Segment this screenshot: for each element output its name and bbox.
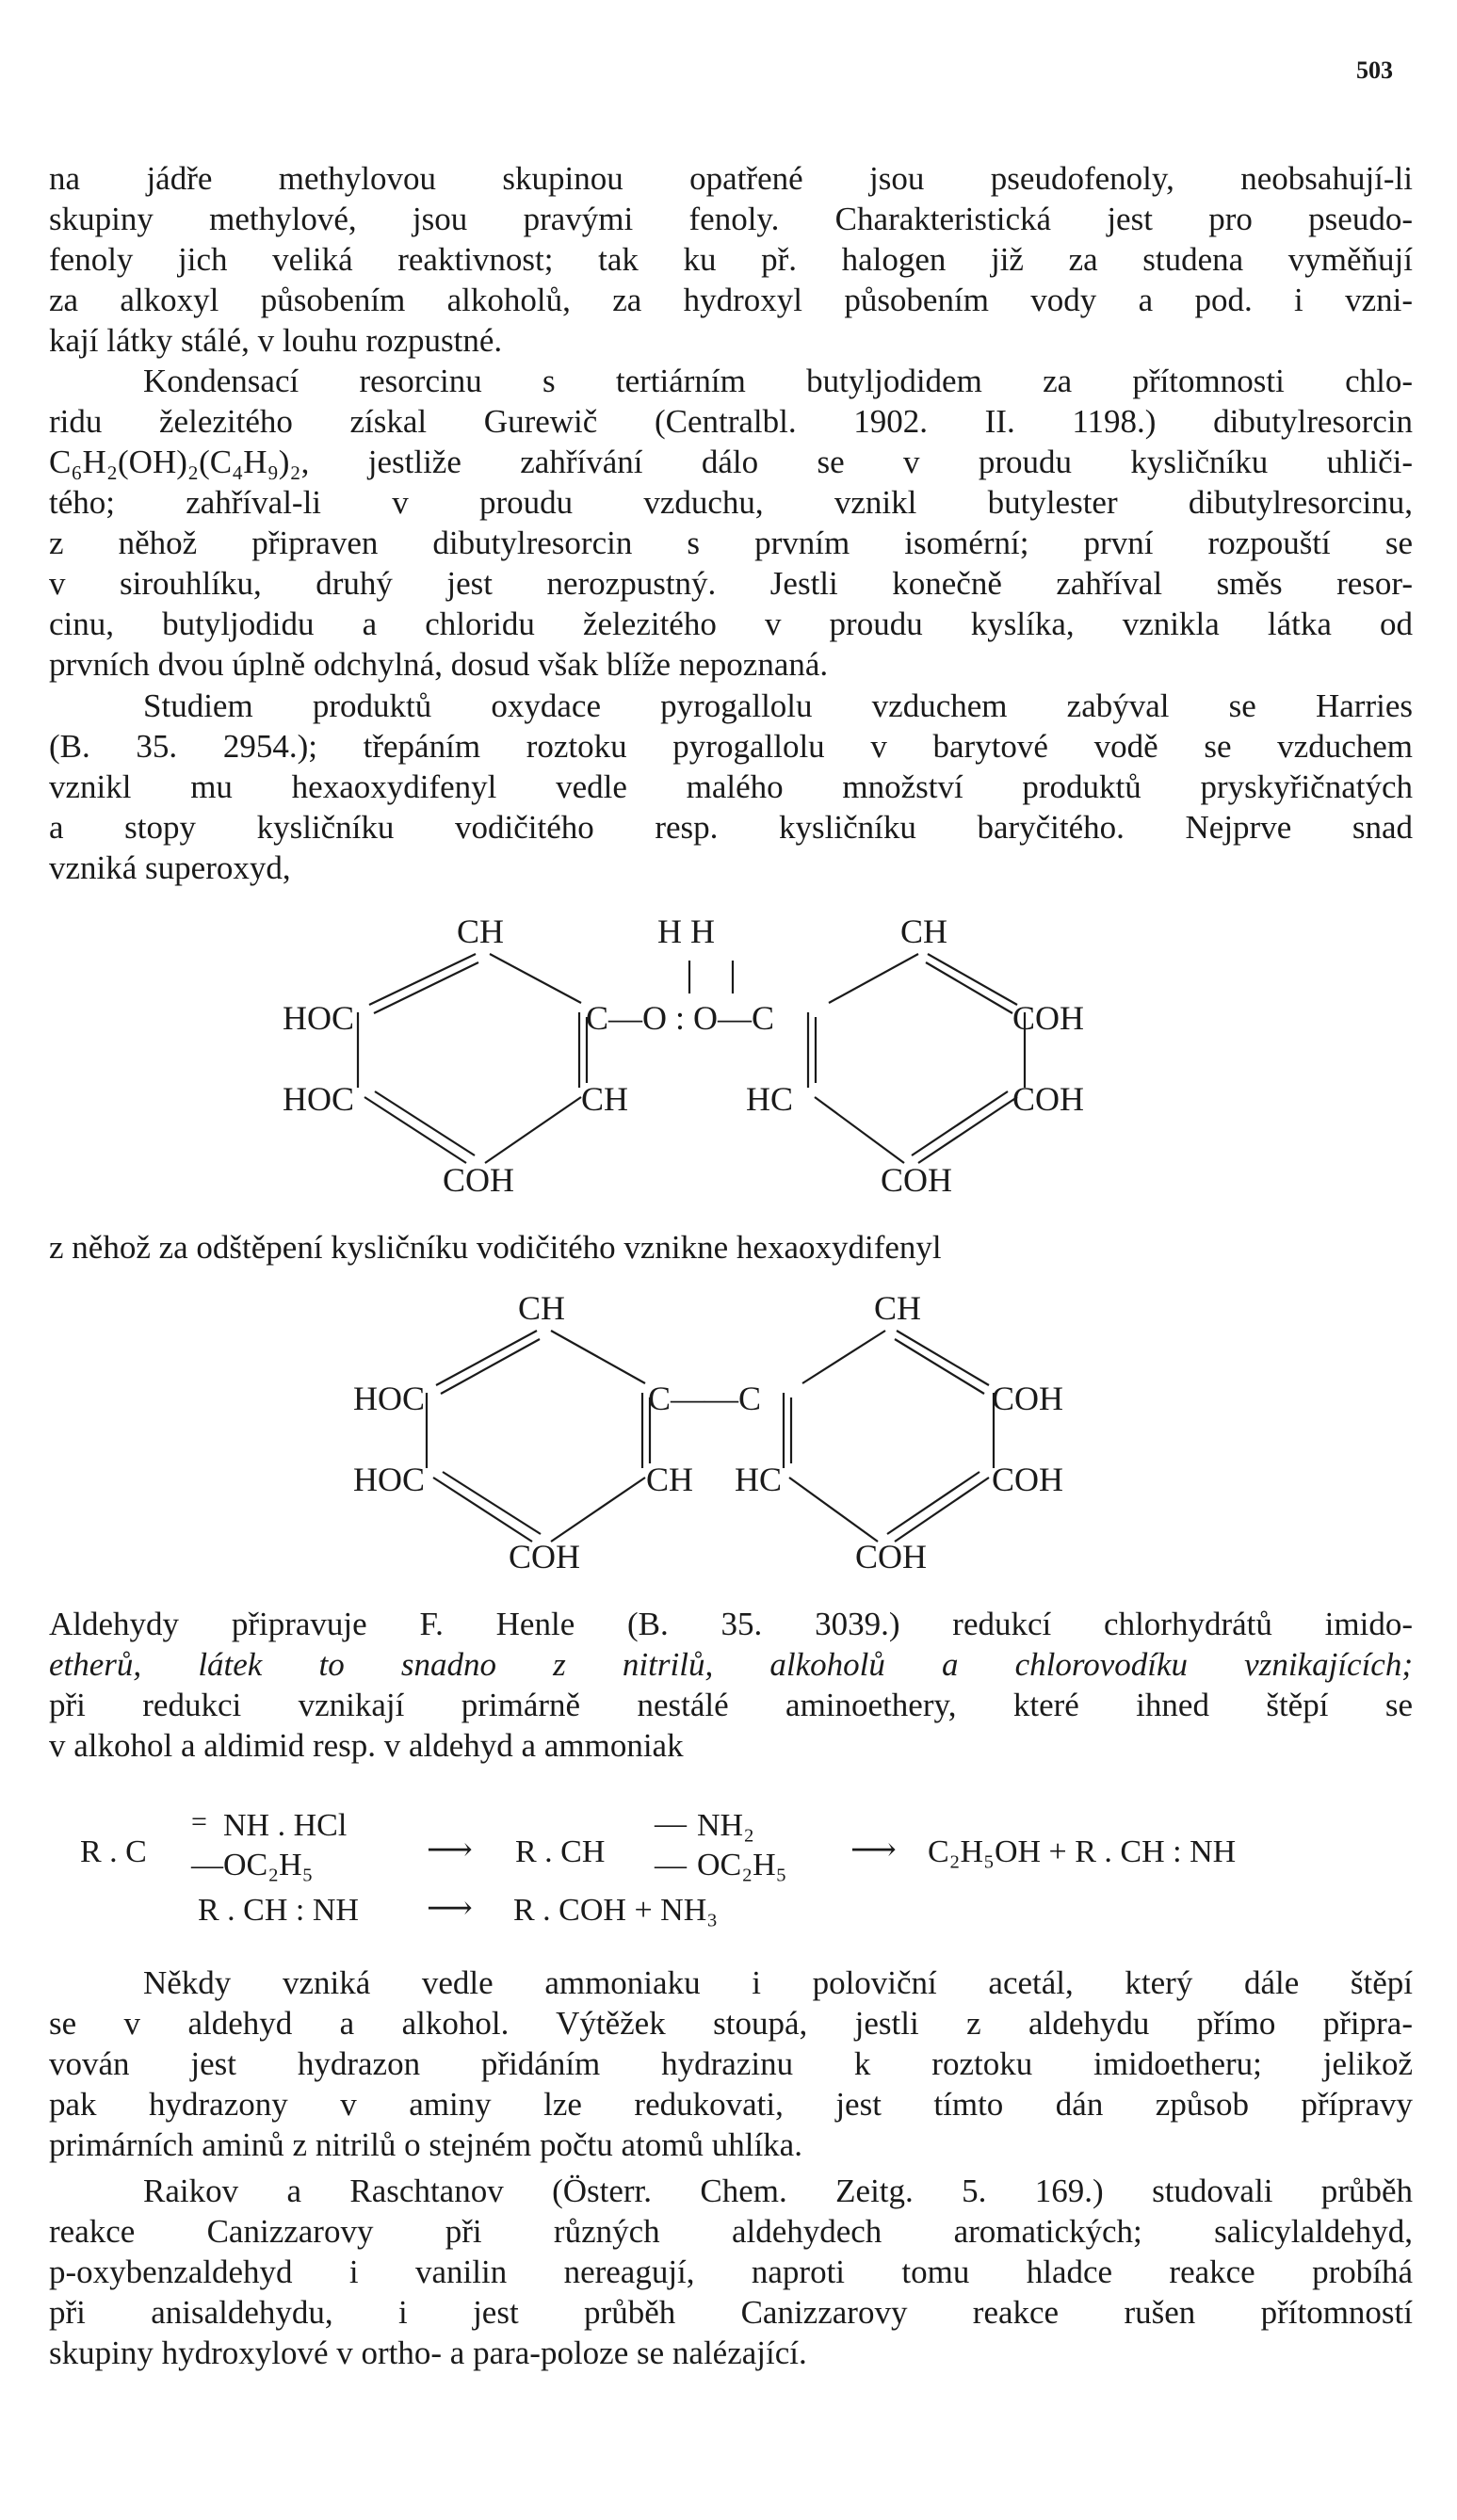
ch-label: CH <box>581 1080 629 1118</box>
ch-label: CH <box>518 1289 566 1327</box>
equation-term: R . C <box>80 1834 147 1869</box>
equation-term: R . CH <box>515 1834 606 1869</box>
reaction-arrow: ⟶ <box>427 1833 473 1867</box>
coh-label: COH <box>1012 1080 1085 1118</box>
text-line: a stopy kysličníku vodičitého resp. kysličníku baryčitého. Nejprve snad <box>49 809 1413 846</box>
paragraph-resorcinol <box>49 361 1413 685</box>
bridge-label: C—O : O—C <box>586 999 775 1037</box>
text-line: Kondensací resorcinu s tertiárním butyljodidem za přítomnosti chlo- <box>143 363 1413 399</box>
equation-double-bond: = <box>191 1806 207 1837</box>
hh-label: H H <box>657 913 715 950</box>
text-line: fenoly jich veliká reaktivnost; tak ku př. halogen již za studena vyměňují <box>49 241 1413 278</box>
text-line: cinu, butyljodidu a chloridu železitého v proudu kyslíka, vznikla látka od <box>49 606 1413 642</box>
text-line: při anisaldehydu, i jest průběh Canizzarovy reakce rušen přítomností <box>49 2294 1413 2331</box>
text-line: z něhož připraven dibutylresorcin s prvním isomérní; první rozpouští se <box>49 525 1413 561</box>
text-line: reakce Canizzarovy při různých aldehydech aromatických; salicylaldehyd, <box>49 2213 1413 2250</box>
equation-term: C₂H₅OH + R . CH : NH <box>928 1834 1237 1869</box>
text-line: Studiem produktů oxydace pyrogallolu vzduchem zabýval se Harries <box>143 687 1413 724</box>
equation-term: R . COH + NH₃ <box>513 1893 719 1928</box>
equation-term: OC₂H₅ <box>697 1848 787 1882</box>
text-line: skupiny hydroxylové v ortho- a para-poloze se nalézající. <box>49 2334 807 2371</box>
coh-label: COH <box>855 1538 928 1575</box>
hoc-label: HOC <box>353 1461 426 1498</box>
hoc-label: HOC <box>353 1380 426 1417</box>
text-line: skupiny methylové, jsou pravými fenoly. Charakteristická jest pro pseudo- <box>49 201 1413 237</box>
equation-term: OC₂H₅ <box>223 1848 314 1882</box>
hc-label: HC <box>746 1080 794 1118</box>
equation-single-bond: — <box>191 1848 223 1882</box>
hc-label: HC <box>735 1461 783 1498</box>
text-line: z něhož za odštěpení kysličníku vodičitého vznikne hexaoxydifenyl <box>49 1229 942 1266</box>
text-line: p-oxybenzaldehyd i vanilin nereagují, naproti tomu hladce reakce probíhá <box>49 2253 1413 2290</box>
coh-label: COH <box>881 1161 953 1199</box>
text-line: ridu železitého získal Gurewič (Centralbl. 1902. II. 1198.) dibutylresorcin <box>49 403 1413 440</box>
text-line: vznikl mu hexaoxydifenyl vedle malého množství produktů pryskyřičnatých <box>49 768 1413 805</box>
text-line: primárních aminů z nitrilů o stejném počtu atomů uhlíka. <box>49 2126 802 2163</box>
text-line: C₆H₂(OH)₂(C₄H₉)₂, jestliže zahřívání dálo se v proudu kysličníku uhliči- <box>49 444 1413 480</box>
text-line: prvních dvou úplně odchylná, dosud však blíže nepoznaná. <box>49 646 829 683</box>
text-line: za alkoxyl působením alkoholů, za hydroxyl působením vody a pod. i vzni- <box>49 282 1413 318</box>
hoc-label: HOC <box>283 1080 355 1118</box>
text-line: Někdy vzniká vedle ammoniaku i poloviční acetál, který dále štěpí <box>143 1964 1413 2001</box>
equation-term: R . CH : NH <box>198 1893 359 1928</box>
paragraph-acetal <box>49 1963 1413 2165</box>
coh-label: COH <box>509 1538 581 1575</box>
hoc-label: HOC <box>283 999 355 1037</box>
text-line: se v aldehyd a alkohol. Výtěžek stoupá, jestli z aldehydu přímo připra- <box>49 2005 1413 2042</box>
paragraph-canizzaro <box>49 2171 1413 2373</box>
superoxide-structure <box>264 909 1168 1210</box>
text-line: při redukci vznikají primárně nestálé aminoethery, které ihned štěpí se <box>49 1687 1413 1723</box>
text-line: vzniká superoxyd, <box>49 849 291 886</box>
paragraph-aldehydes <box>49 1604 1413 1766</box>
coh-label: COH <box>992 1380 1064 1417</box>
equation-term: NH₂ <box>697 1808 754 1843</box>
reaction-arrow: ⟶ <box>850 1833 897 1867</box>
ch-label: CH <box>457 913 505 950</box>
text-line: (B. 35. 2954.); třepáním roztoku pyrogallolu v barytové vodě se vzduchem <box>49 728 1413 765</box>
text-line: v alkohol a aldimid resp. v aldehyd a ammoniak <box>49 1727 684 1764</box>
equation-single-bond: — <box>655 1848 687 1882</box>
hexaoxydiphenyl-structure <box>339 1285 1149 1577</box>
ch-label: CH <box>900 913 948 950</box>
text-line: pak hydrazony v aminy lze redukovati, jest tímto dán způsob přípravy <box>49 2086 1413 2123</box>
ch-label: CH <box>874 1289 922 1327</box>
text-line: kají látky stálé, v louhu rozpustné. <box>49 322 503 359</box>
paragraph-hexaoxydiphenyl <box>49 1227 1413 1268</box>
text-line: na jádře methylovou skupinou opatřené jsou pseudofenoly, neobsahují-li <box>49 160 1413 197</box>
text-line: Raikov a Raschtanov (Österr. Chem. Zeitg. 5. 169.) studovali průběh <box>143 2173 1413 2209</box>
bridge-label: C——C <box>648 1380 762 1417</box>
paragraph-pseudophenols <box>49 158 1413 361</box>
text-line: etherů, látek to snadno z nitrilů, alkoholů a chlorovodíku vznikajících; <box>49 1646 1413 1683</box>
page-number: 503 <box>1356 57 1393 84</box>
text-line: Aldehydy připravuje F. Henle (B. 35. 3039.) redukcí chlorhydrátů imido- <box>49 1606 1413 1642</box>
coh-label: COH <box>1012 999 1085 1037</box>
text-line: vován jest hydrazon přidáním hydrazinu k roztoku imidoetheru; jelikož <box>49 2045 1413 2082</box>
reduction-equation <box>80 1799 1399 1949</box>
reaction-arrow: ⟶ <box>427 1891 473 1926</box>
equation-term: NH . HCl <box>223 1808 348 1843</box>
paragraph-pyrogallol <box>49 686 1413 888</box>
coh-label: COH <box>443 1161 515 1199</box>
text-line: tého; zahříval-li v proudu vzduchu, vznikl butylester dibutylresorcinu, <box>49 484 1413 521</box>
text-line: v sirouhlíku, druhý jest nerozpustný. Jestli konečně zahříval směs resor- <box>49 565 1413 602</box>
ch-label: CH <box>646 1461 694 1498</box>
equation-single-bond: — <box>655 1806 687 1841</box>
coh-label: COH <box>992 1461 1064 1498</box>
